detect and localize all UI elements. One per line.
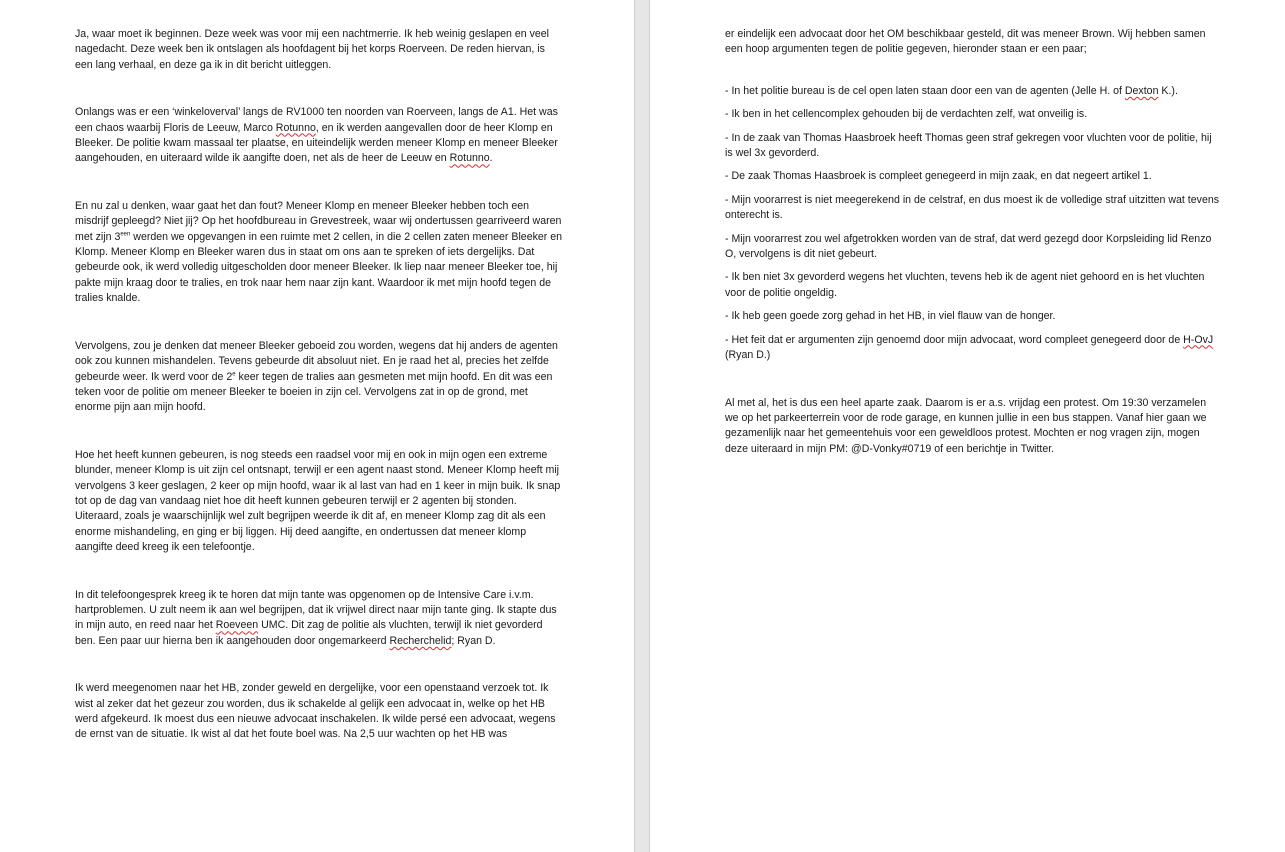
text-run: keer tegen de tralies aan gesmeten met mijn hoofd. En dit was een teken voor de politie om meneer Bleeker te boeien in zijn cel. Vervolgens zat in op de grond, met enorme pijn aan mijn hoofd. (75, 370, 553, 414)
misspelled-word[interactable]: Rotunno (449, 152, 490, 165)
text-run: ; Ryan D. (451, 634, 496, 647)
text-run: In dit telefoongesprek kreeg ik te horen dat mijn tante was opgenomen op de Intensive Care i.v.m. hartproblemen. U zult neem ik aan wel begrijpen, dat ik vrijwel direct naar mijn tante ging. Ik stapte dus in mijn auto, en reed naar het (75, 588, 557, 632)
page-text[interactable] (75, 27, 565, 775)
list-item[interactable]: - In de zaak van Thomas Haasbroek heeft Thomas geen straf gekregen voor vluchten voor de politie, hij is wel 3x gevorderd. (725, 131, 1212, 160)
list-item[interactable]: - De zaak Thomas Haasbroek is compleet genegeerd in mijn zaak, en dat negeert artikel 1. (725, 170, 1152, 183)
misspelled-word[interactable]: Dexton (1124, 84, 1159, 97)
paragraph-headquarters[interactable] (75, 199, 565, 307)
text-run: En nu zal u denken, waar gaat het dan fout? Meneer Klomp en meneer Bleeker hebben toch een misdrijf gepleegd? Niet jij? Op het hoofdbureau in Grevestreek, waar wij ondertussen gearriveerd waren met zijn 3 (75, 199, 562, 243)
superscript: een (120, 231, 131, 238)
text-run: , en ik werden aangevallen door de heer Klomp en Bleeker. De politie kwam massaal ter plaatse, en uiteindelijk werden meneer Klomp en meneer Bleeker aangehouden, en uiteraard wilde ik aangifte doen, net als de heer de Leeuw en (75, 121, 558, 165)
list-item[interactable] (725, 333, 1220, 364)
misspelled-word[interactable]: Rotunno (275, 121, 316, 134)
text-run: - In het politie bureau is de cel open laten staan door een van de agenten (Jelle H. of (725, 84, 1125, 97)
paragraph-second-incident[interactable] (75, 339, 565, 416)
text-run: werden we opgevangen in een ruimte met 2 cellen, in die 2 cellen zaten meneer Bleeker en Klomp. Meneer Klomp en Bleeker waren dus in staat om ons aan te spreken of iets dergelijks. Dat gebeurde ook, ik werd volledig uitgescholden door meneer Bleeker. Ik liep naar meneer Bleeker toe, hij pakte mijn kraag door te tralies, en trok naar hem naar zijn kant. Waardoor ik met mijn hoofd tegen de tralies knalde. (75, 230, 563, 305)
page-text[interactable] (725, 27, 1220, 489)
paragraph-protest[interactable]: Al met al, het is dus een heel aparte zaak. Daarom is er a.s. vrijdag een protest. Om 19:30 verzamelen we op het parkeerterrein voor de rode garage, en kunnen jullie in een bus stappen. Vanaf hier gaan we gezamenlijk naar het gemeentehuis voor een geweldloos protest. Mochten er nog vragen zijn, mogen deze uiteraard in mijn PM: @D-Vonky#0719 of een berichtje in Twitter. (725, 396, 1207, 455)
list-item[interactable]: - Ik ben niet 3x gevorderd wegens het vluchten, tevens heb ik de agent niet gehoord en is het vluchten voor de politie ongeldig. (725, 271, 1205, 299)
superscript: e (232, 370, 236, 377)
paragraph-escape[interactable]: Hoe het heeft kunnen gebeuren, is nog steeds een raadsel voor mij en ook in mijn ogen een extreme blunder, meneer Klomp is uit zijn cel ontsnapt, terwijl er een agent naast stond. Meneer Klomp heeft mij vervolgens 3 keer geslagen, 2 keer op mijn hoofd, waar ik al last van had en 1 keer in mijn buik. Ik snap tot op de dag van vandaag niet hoe dit heeft kunnen gebeuren terwijl er 2 agenten bij stonden. Uiteraard, zoals je waarschijnlijk wel zult begrijpen weerde ik dit af, en meneer Klomp zag dit als een enorme mishandeling, en ging er bij liggen. Hij deed aangifte, en ondertussen dat meneer klomp aangifte deed kreeg ik een telefoontje. (75, 448, 561, 554)
document-page-right[interactable] (649, 0, 1285, 852)
list-item[interactable]: - Mijn voorarrest zou wel afgetrokken worden van de straf, dat werd gezegd door Korpsleiding lid Renzo O, vervolgens is dit niet gebeurt. (725, 232, 1212, 261)
list-item[interactable]: - Mijn voorarrest is niet meegerekend in de celstraf, en dus moest ik de volledige straf uitzitten wat tevens onterecht is. (725, 193, 1220, 222)
paragraph-phone-call[interactable] (75, 588, 565, 650)
misspelled-word[interactable]: Roeveen (215, 619, 259, 632)
list-item[interactable]: - Ik ben in het cellencomplex gehouden bij de verdachten zelf, wat onveilig is. (725, 108, 1088, 121)
text-run: Vervolgens, zou je denken dat meneer Bleeker geboeid zou worden, wegens dat hij anders de agenten ook zou kunnen mishandelen. Tevens gebeurde dit absoluut niet. En je raad het al, precies het zelfde gebeurde weer. Ik werd voor de 2 (75, 339, 558, 383)
paragraph-intro[interactable]: Ja, waar moet ik beginnen. Deze week was voor mij een nachtmerrie. Ik heb weinig geslapen en veel nagedacht. Deze week ben ik ontslagen als hoofdagent bij het korps Roerveen. De reden hiervan, is een lang verhaal, en deze ga ik in dit bericht uitleggen. (75, 28, 550, 71)
document-page-left[interactable] (0, 0, 635, 852)
text-run: . (489, 152, 493, 165)
paragraph-lawyer-continued[interactable]: er eindelijk een advocaat door het OM beschikbaar gesteld, dit was meneer Brown. Wij hebben samen een hoop argumenten tegen de politie gegeven, hieronder staan er een paar; (725, 28, 1206, 56)
paragraph-robbery[interactable] (75, 105, 565, 167)
text-run: - Het feit dat er argumenten zijn genoemd door mijn advocaat, word compleet genegeerd door de (725, 333, 1184, 346)
text-run: K.). (1158, 84, 1178, 97)
misspelled-word[interactable]: Recherchelid (389, 634, 452, 647)
text-run: Onlangs was er een ‘winkeloverval’ langs de RV1000 ten noorden van Roerveen, langs de A1. Het was een chaos waarbij Floris de Leeuw, Marco (75, 106, 558, 134)
paragraph-lawyer[interactable]: Ik werd meegenomen naar het HB, zonder geweld en dergelijke, voor een openstaand verzoek tot. Ik wist al zeker dat het gezeur zou worden, dus ik schakelde al gelijk een advocaat in, welke op het HB werd afgekeurd. Ik moest dus een nieuwe advocaat inschakelen. Ik wilde persé een advocaat, wegens de ernst van de situatie. Ik wist al dat het foute boel was. Na 2,5 uur wachten op het HB was (75, 682, 556, 741)
list-item[interactable] (725, 84, 1220, 99)
text-run: UMC. Dit zag de politie als vluchten, terwijl ik niet gevorderd ben. Een paar uur hierna ben ik aangehouden door ongemarkeerd (75, 619, 543, 647)
text-run: (Ryan D.) (725, 349, 771, 362)
list-item[interactable]: - Ik heb geen goede zorg gehad in het HB, in viel flauw van de honger. (725, 310, 1056, 323)
misspelled-word[interactable]: H-OvJ (1183, 333, 1214, 346)
